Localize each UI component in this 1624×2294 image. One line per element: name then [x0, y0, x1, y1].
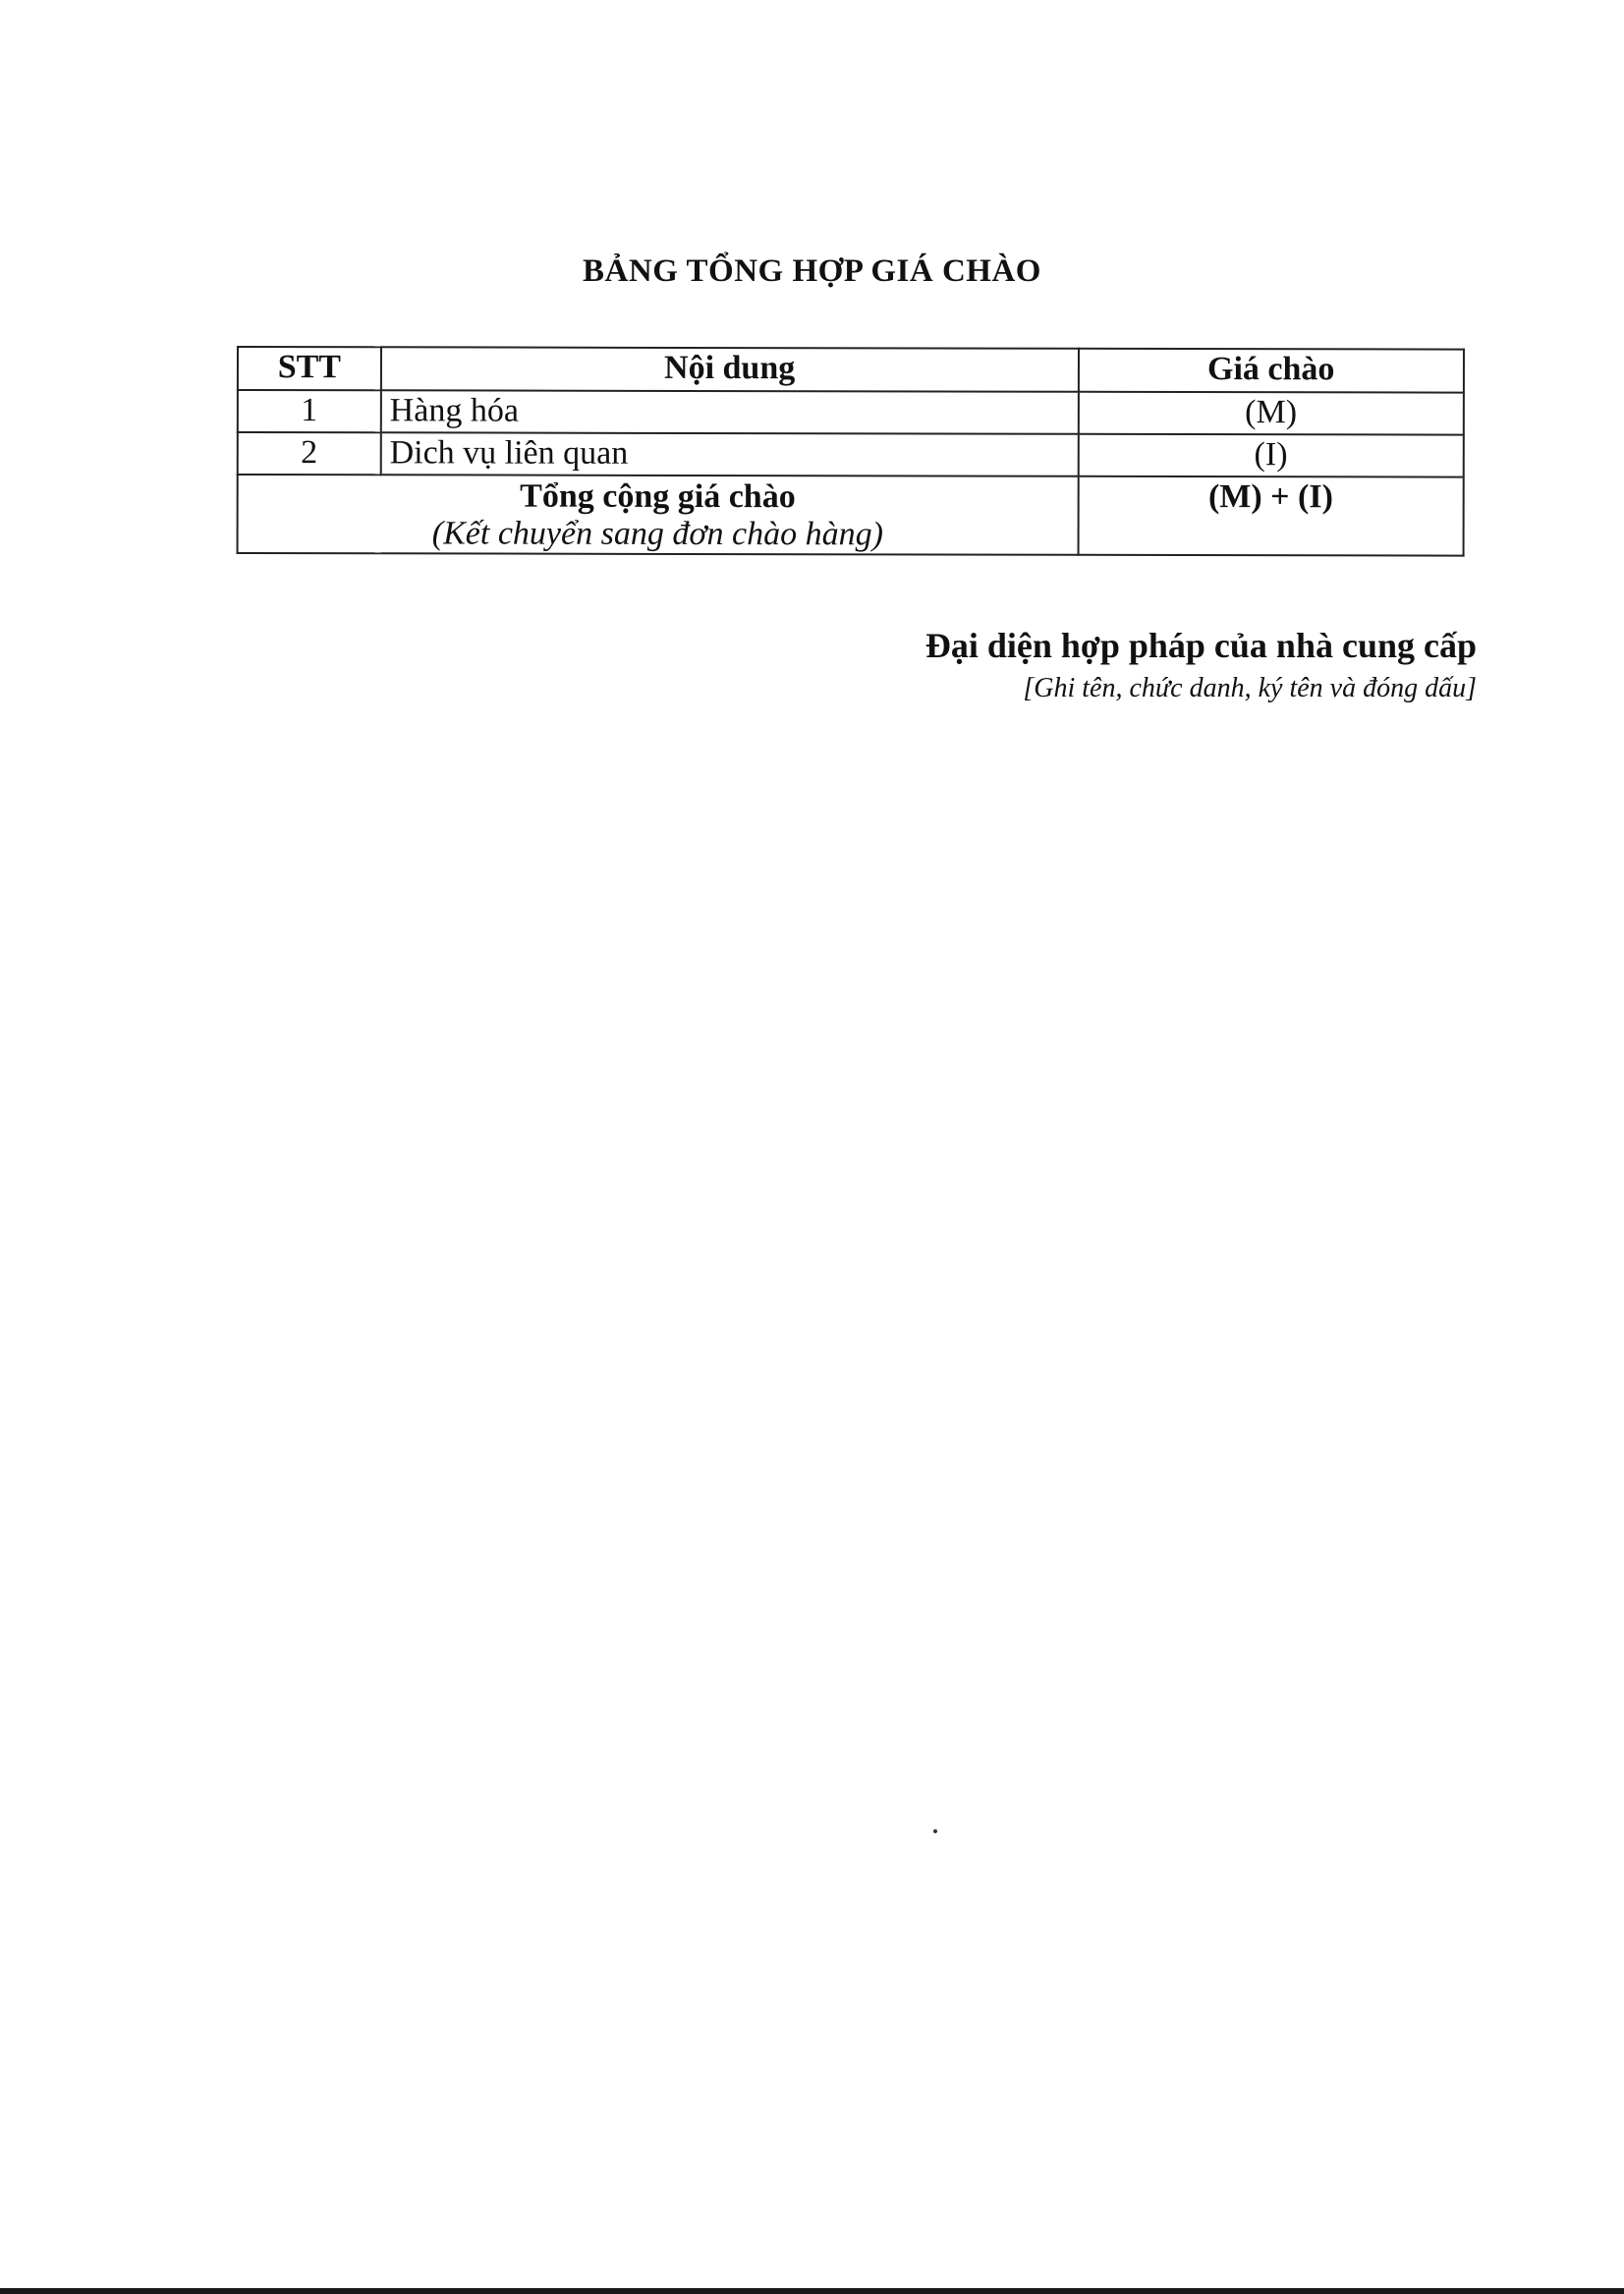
- price-summary-table: [237, 346, 1465, 557]
- total-note: (Kết chuyển sang đơn chào hàng): [431, 515, 883, 553]
- row-price: (M): [1078, 392, 1464, 435]
- total-value: (M) + (I): [1078, 476, 1464, 556]
- header-price: Giá chào: [1078, 349, 1464, 393]
- row-content: Dich vụ liên quan: [381, 432, 1079, 476]
- row-stt: 2: [238, 432, 381, 475]
- header-stt: STT: [238, 347, 381, 390]
- table-row: [238, 390, 1464, 435]
- document-title: BẢNG TỔNG HỢP GIÁ CHÀO: [583, 253, 1041, 289]
- signature-note: [Ghi tên, chức danh, ký tên và đóng dấu]: [1023, 673, 1477, 703]
- row-price: (I): [1078, 434, 1464, 477]
- scan-edge: [0, 2288, 1624, 2294]
- table-header-row: [238, 347, 1464, 393]
- scan-speck: [933, 1829, 937, 1833]
- row-content: Hàng hóa: [381, 390, 1079, 433]
- signature-title: Đại diện hợp pháp của nhà cung cấp: [924, 626, 1477, 665]
- table-row: [238, 432, 1464, 477]
- signature-block: [925, 622, 1477, 708]
- total-row: [238, 475, 1464, 556]
- total-cell: [238, 475, 1079, 555]
- total-label: Tổng cộng giá chào: [520, 477, 796, 516]
- header-content: Nội dung: [381, 347, 1079, 391]
- row-stt: 1: [238, 390, 381, 432]
